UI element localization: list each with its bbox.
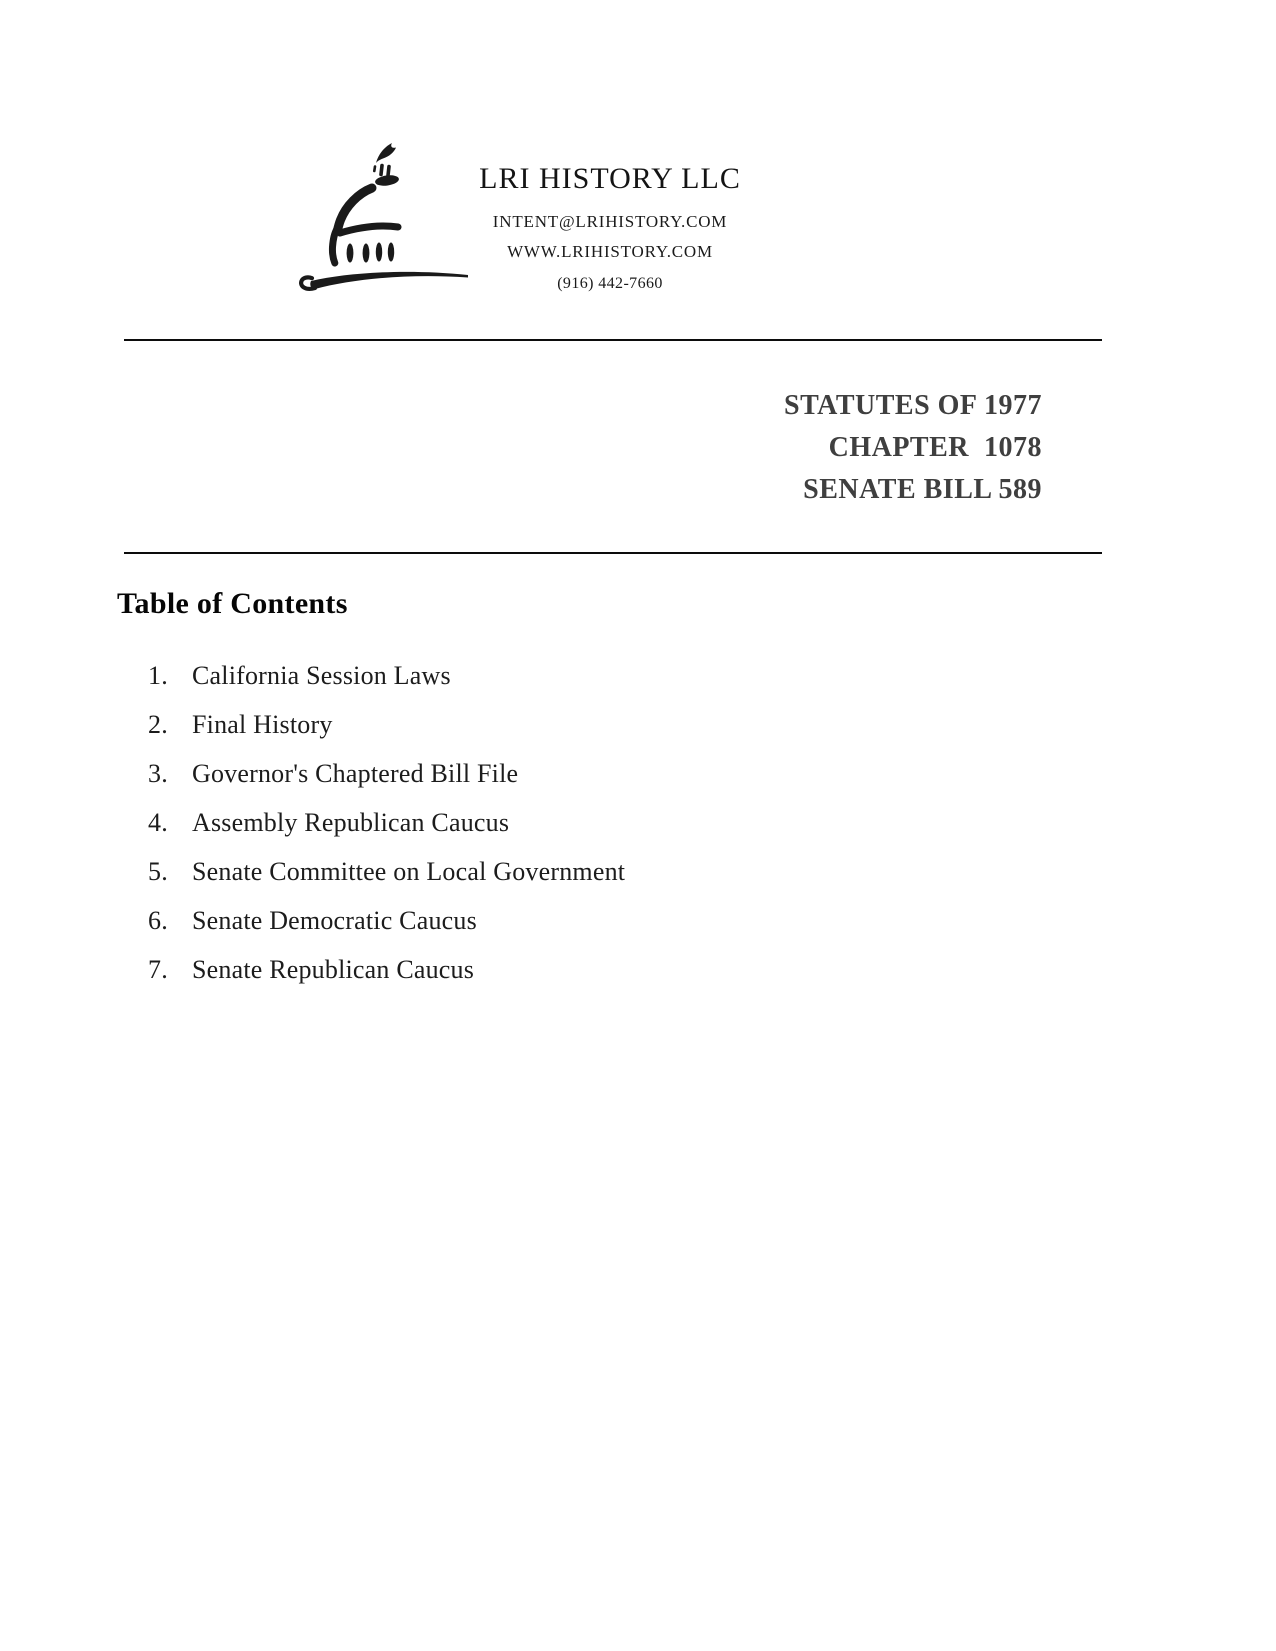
letterhead-text	[474, 128, 746, 294]
toc-title: Table of Contents	[117, 587, 348, 620]
toc-item-label: Final History	[192, 709, 333, 739]
horizontal-rule-top	[124, 339, 1102, 341]
toc-item-number: 2.	[148, 709, 168, 739]
toc-item	[148, 749, 625, 798]
capitol-dome-logo-icon	[288, 128, 474, 294]
toc-item	[148, 896, 625, 945]
toc-item-label: Senate Republican Caucus	[192, 954, 475, 984]
toc-item-number: 7.	[148, 954, 168, 984]
toc-item-label: Assembly Republican Caucus	[192, 807, 510, 837]
toc-item	[148, 798, 625, 847]
company-name: LRI HISTORY LLC	[479, 162, 741, 195]
toc-item-label: Governor's Chaptered Bill File	[192, 758, 519, 788]
toc-item-label: California Session Laws	[192, 660, 451, 690]
document-identification	[784, 385, 1042, 511]
toc-item-number: 5.	[148, 856, 168, 886]
toc-item	[148, 651, 625, 700]
company-phone: (916) 442-7660	[557, 275, 663, 292]
toc-item-number: 4.	[148, 807, 168, 837]
toc-item-number: 3.	[148, 758, 168, 788]
toc-item-label: Senate Committee on Local Government	[192, 856, 626, 886]
toc-item-number: 1.	[148, 660, 168, 690]
toc-item-number: 6.	[148, 905, 168, 935]
chapter-line: CHAPTER 1078	[828, 432, 1042, 463]
toc-item-label: Senate Democratic Caucus	[192, 905, 477, 935]
toc-item	[148, 700, 625, 749]
company-email: INTENT@LRIHISTORY.COM	[492, 212, 728, 231]
horizontal-rule-bottom	[124, 552, 1102, 554]
statutes-line: STATUTES OF 1977	[784, 390, 1042, 421]
letterhead	[288, 128, 746, 294]
toc-item	[148, 945, 625, 994]
toc-list	[148, 651, 625, 994]
toc-item	[148, 847, 625, 896]
senate-bill-line: SENATE BILL 589	[803, 474, 1042, 505]
company-website: WWW.LRIHISTORY.COM	[507, 242, 713, 261]
